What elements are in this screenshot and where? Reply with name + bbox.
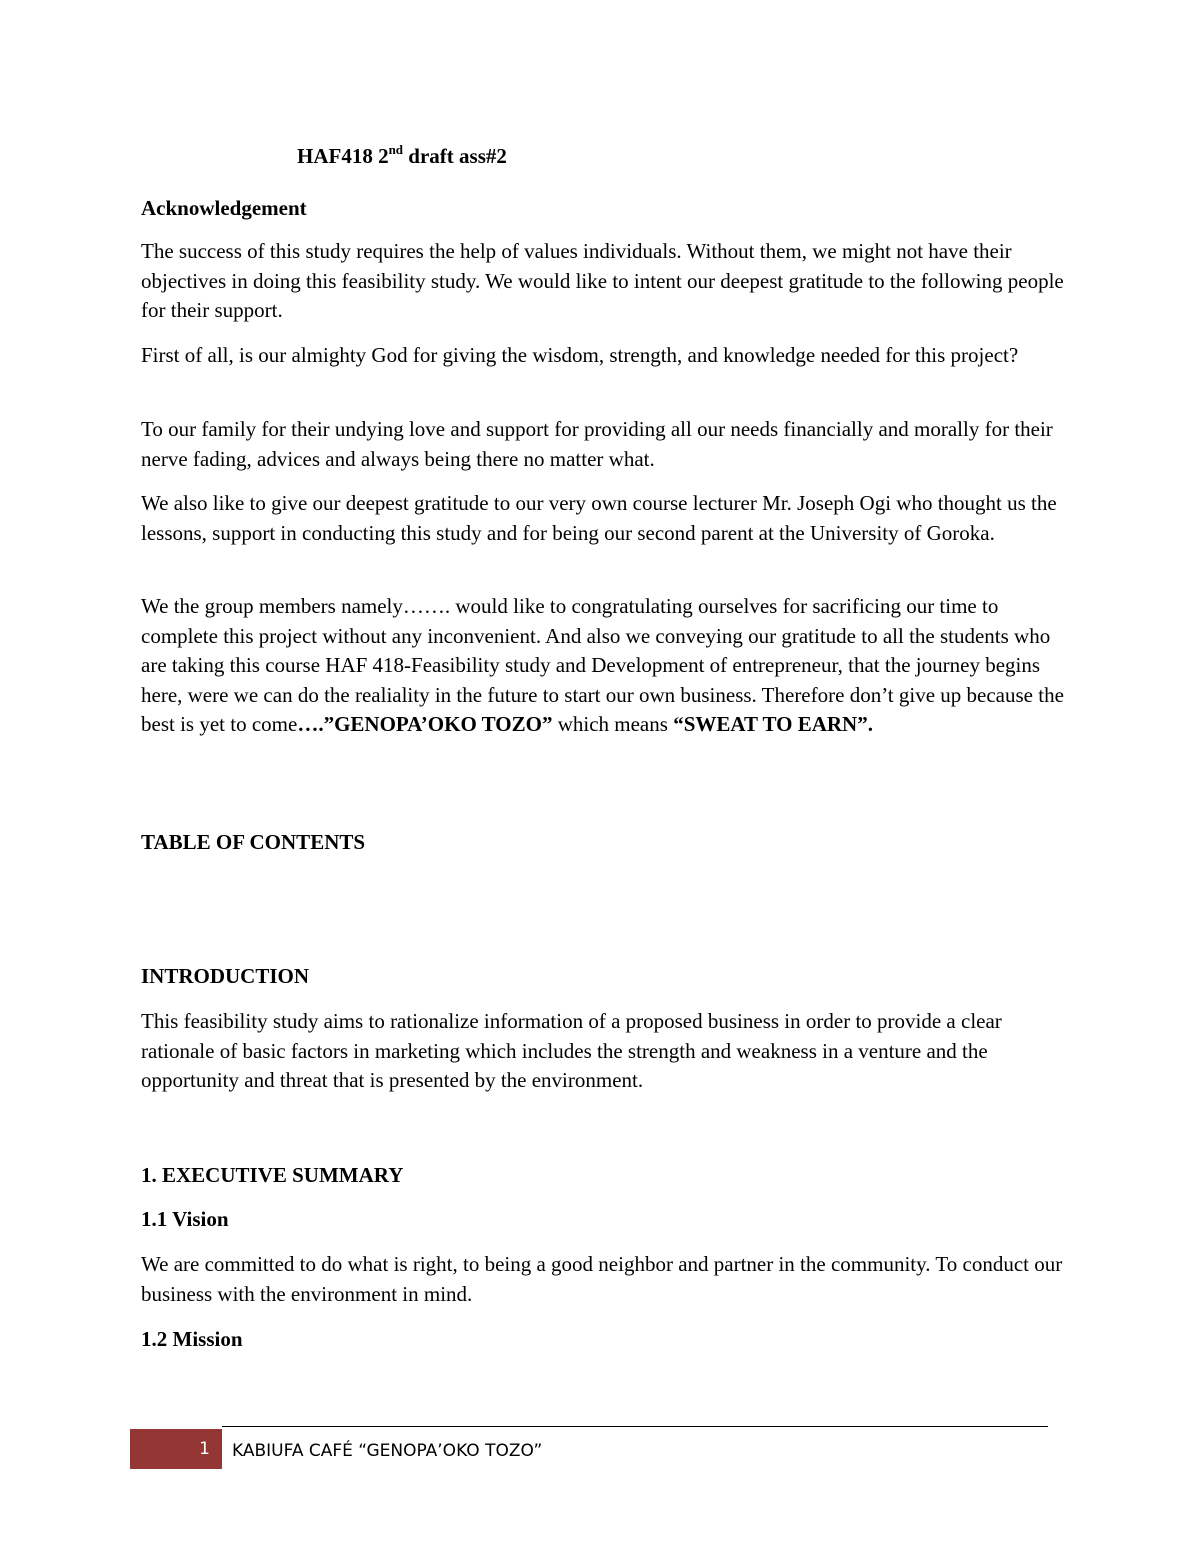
acknowledgement-paragraph-3 [141, 415, 1071, 474]
paragraph-start: We the group members namely……. would like to congratulating ourselves for sacrificing our time to complete this project without any inconvenient. And also we conveying our gratitude to all the students who are taking this course HAF 418-Feasibility study and Development of entrepreneur, that the journey begins here, were we can do the realiality in the future to start our own business. Therefore don’t give up because the best is yet to come [141, 594, 1064, 736]
introduction-heading-block [141, 962, 1071, 992]
executive-summary-heading: 1. EXECUTIVE SUMMARY [141, 1163, 404, 1187]
paragraph-text: This feasibility study aims to rationalize information of a proposed business in order to provide a clear rationale of basic factors in marketing which includes the strength and weakness in a venture and the opportunity and threat that is presented by the environment. [141, 1009, 1002, 1092]
title-main: HAF418 2 [297, 144, 389, 168]
paragraph-text: To our family for their undying love and support for providing all our needs financially and morally for their nerve fading, advices and always being there no matter what. [141, 417, 1053, 471]
vision-paragraph [141, 1250, 1071, 1309]
paragraph-text: The success of this study requires the help of values individuals. Without them, we might not have their objectives in doing this feasibility study. We would like to intent our deepest gratitude to the following people for their support. [141, 239, 1064, 322]
toc-heading-block [141, 828, 1071, 858]
paragraph-text: First of all, is our almighty God for giving the wisdom, strength, and knowledge needed for this project? [141, 343, 1019, 367]
paragraph-connector: which means [552, 712, 674, 736]
introduction-paragraph [141, 1007, 1071, 1096]
executive-summary-heading-block [141, 1161, 1071, 1191]
paragraph-text [141, 592, 1071, 740]
slogan-text: ….”GENOPA’OKO TOZO” [297, 712, 553, 736]
document-title [297, 142, 507, 172]
mission-heading-block [141, 1325, 1071, 1355]
footer-divider [222, 1426, 1048, 1427]
vision-heading: 1.1 Vision [141, 1207, 229, 1231]
page-number-box [130, 1429, 222, 1469]
paragraph-text: We also like to give our deepest gratitude to our very own course lecturer Mr. Joseph Ogi who thought us the lessons, support in conducting this study and for being our second parent at the University of Goroka. [141, 491, 1057, 545]
page-number: 1 [199, 1439, 210, 1459]
introduction-heading: INTRODUCTION [141, 964, 310, 988]
footer-title: KABIUFA CAFÉ “GENOPA’OKO TOZO” [232, 1441, 543, 1461]
toc-heading: TABLE OF CONTENTS [141, 830, 366, 854]
paragraph-text: We are committed to do what is right, to being a good neighbor and partner in the community. To conduct our business with the environment in mind. [141, 1252, 1063, 1306]
acknowledgement-paragraph-4 [141, 489, 1071, 548]
acknowledgement-heading-block [141, 194, 1071, 224]
acknowledgement-paragraph-2 [141, 341, 1071, 371]
vision-heading-block [141, 1205, 1071, 1235]
title-superscript: nd [388, 142, 404, 157]
acknowledgement-heading: Acknowledgement [141, 196, 307, 220]
acknowledgement-paragraph-1 [141, 237, 1071, 326]
mission-heading: 1.2 Mission [141, 1327, 243, 1351]
slogan-meaning: “SWEAT TO EARN”. [673, 712, 873, 736]
acknowledgement-paragraph-5 [141, 592, 1071, 740]
title-rest: draft ass#2 [403, 144, 507, 168]
